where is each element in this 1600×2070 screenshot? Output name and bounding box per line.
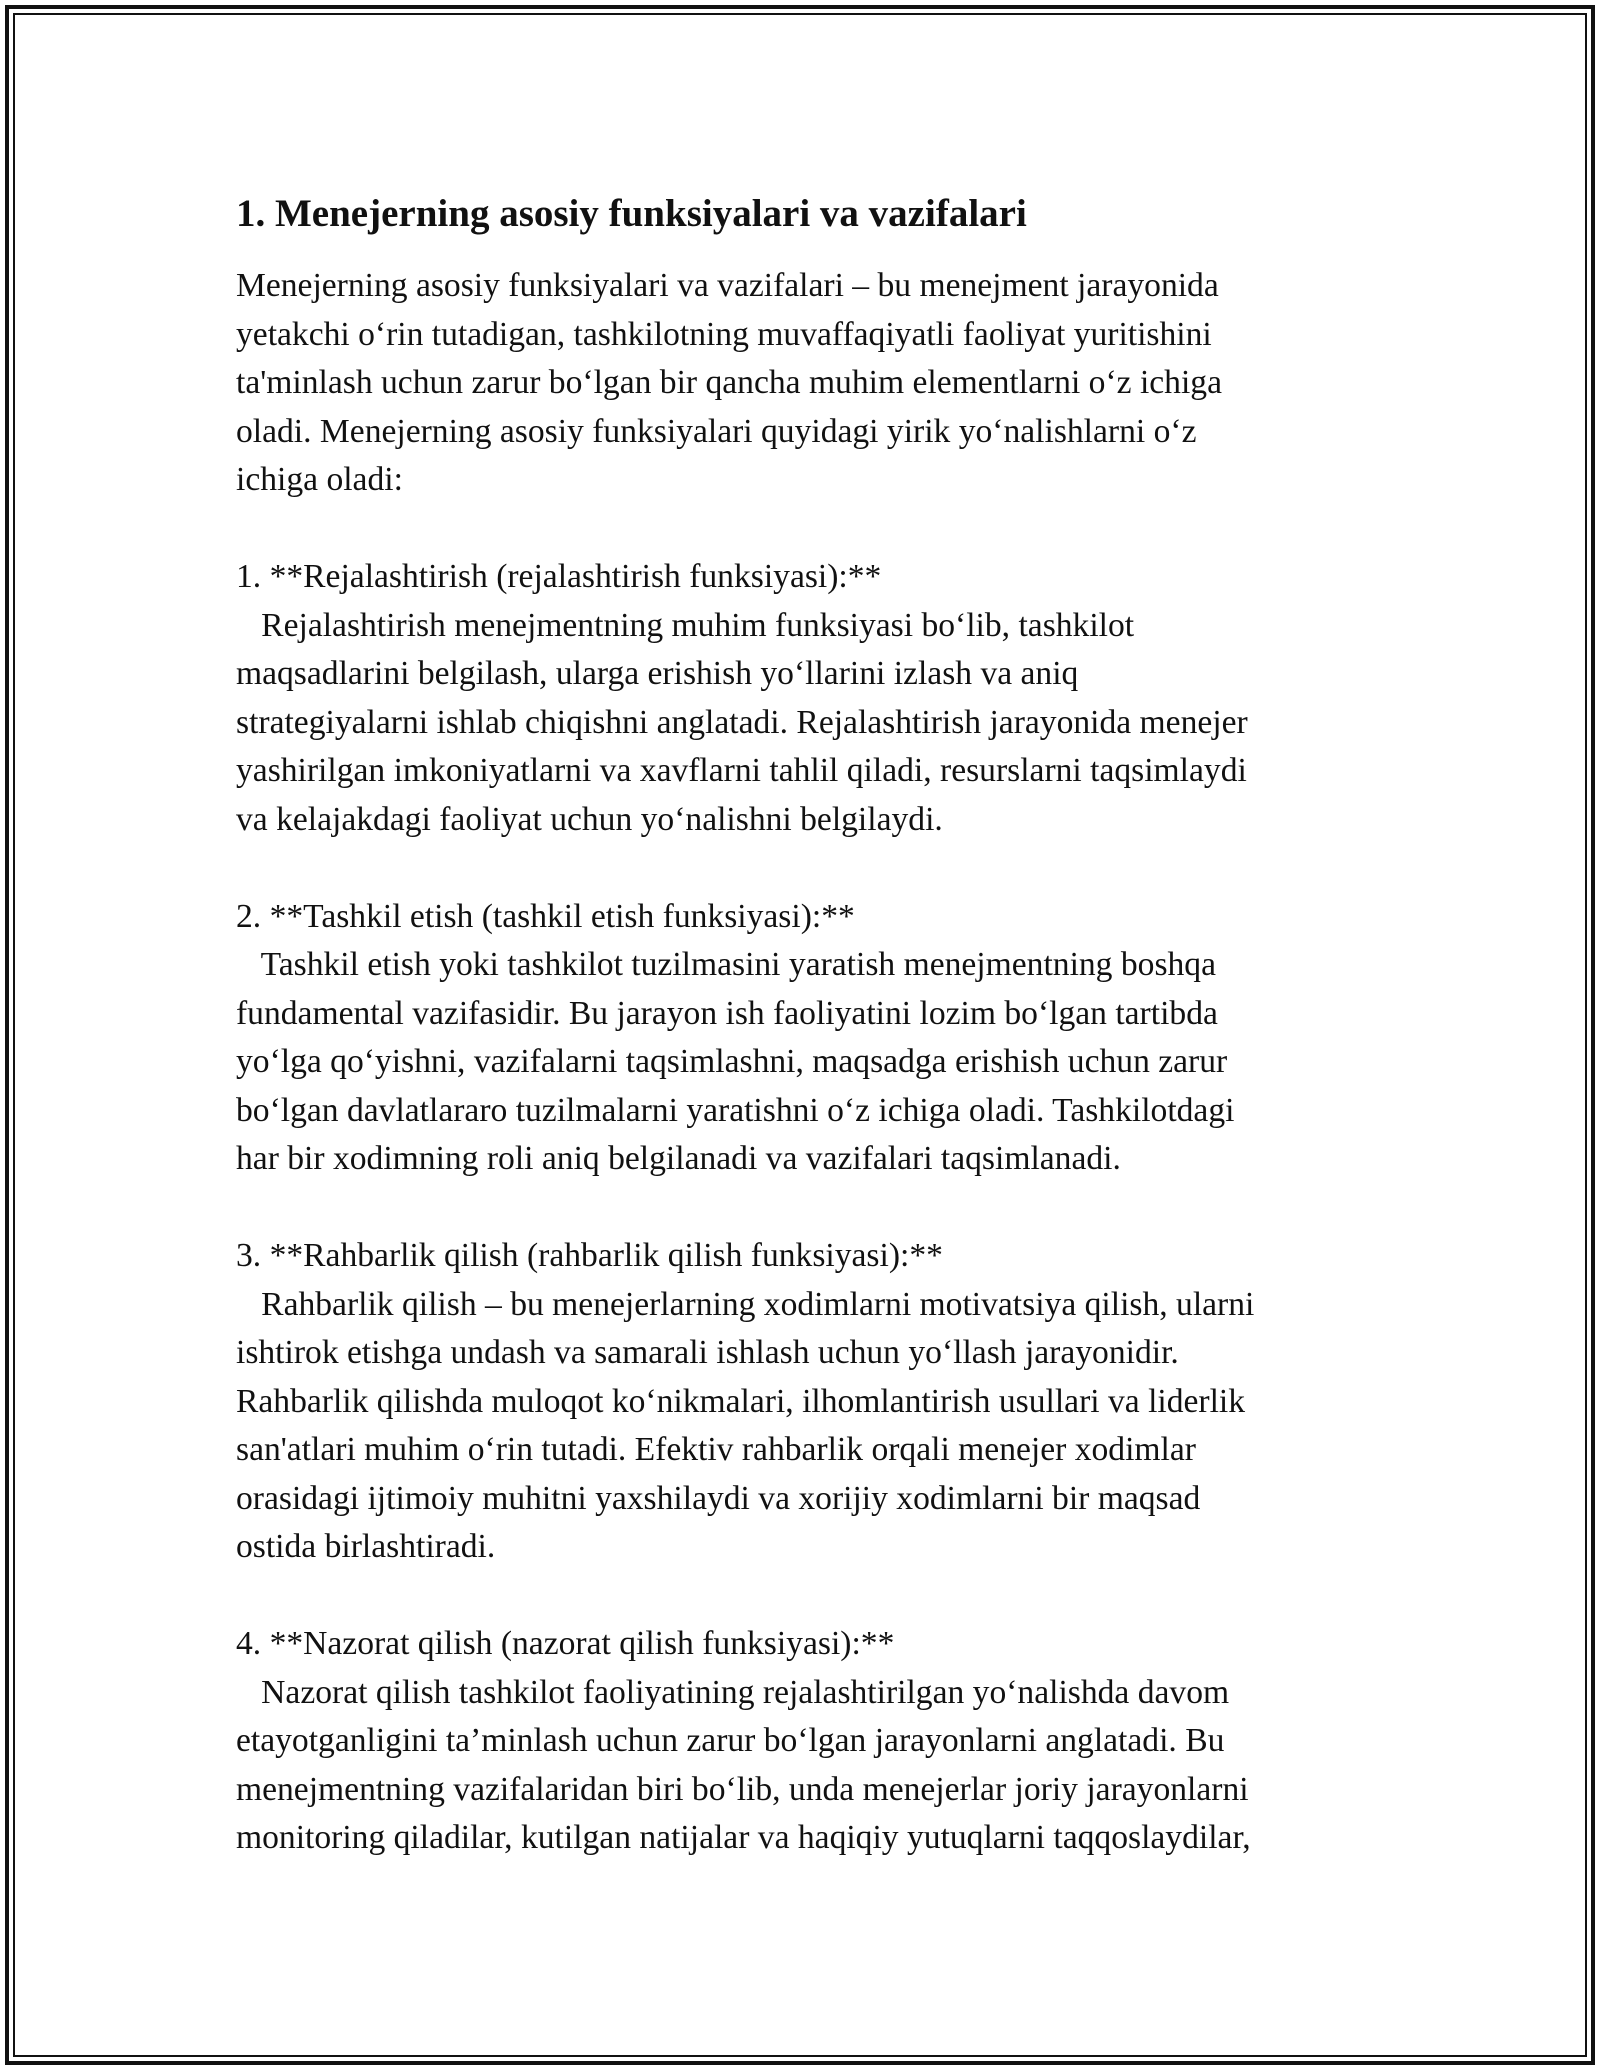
document-body	[236, 186, 1366, 1863]
intro-line: Menejerning asosiy funksiyalari va vazifalari – bu menejment jarayonida	[236, 267, 1219, 304]
section-organizing	[236, 893, 1366, 1184]
section-line: orasidagi ijtimoiy muhitni yaxshilaydi va xorijiy xodimlarni bir maqsad	[236, 1479, 1201, 1517]
section-controlling	[236, 1620, 1366, 1863]
intro-line: ta'minlash uchun zarur bo‘lgan bir qancha muhim elementlarni o‘z ichiga	[236, 364, 1222, 401]
section-heading: 1. **Rejalashtirish (rejalashtirish funksiyasi):**	[236, 558, 882, 595]
document-title: 1. Menejerning asosiy funksiyalari va vazifalari	[236, 192, 1027, 235]
section-line: va kelajakdagi faoliyat uchun yo‘nalishni belgilaydi.	[236, 800, 943, 838]
section-line: monitoring qiladilar, kutilgan natijalar va haqiqiy yutuqlarni taqqoslaydilar,	[236, 1819, 1251, 1856]
section-line: etayotganligini ta’minlash uchun zarur bo‘lgan jarayonlarni anglatadi. Bu	[236, 1722, 1225, 1759]
section-leading	[236, 1232, 1366, 1572]
section-line: menejmentning vazifalaridan biri bo‘lib, unda menejerlar joriy jarayonlarni	[236, 1770, 1249, 1808]
section-line: strategiyalarni ishlab chiqishni anglatadi. Rejalashtirish jarayonida menejer	[236, 703, 1248, 741]
section-heading: 2. **Tashkil etish (tashkil etish funksiyasi):**	[236, 897, 855, 935]
intro-paragraph	[236, 262, 1366, 505]
section-line: Rahbarlik qilish – bu menejerlarning xodimlarni motivatsiya qilish, ularni	[236, 1285, 1255, 1323]
section-line: Rahbarlik qilishda muloqot ko‘nikmalari, ilhomlantirish usullari va liderlik	[236, 1382, 1246, 1420]
section-line: yo‘lga qo‘yishni, vazifalarni taqsimlashni, maqsadga erishish uchun zarur	[236, 1043, 1228, 1080]
section-line: yashirilgan imkoniyatlarni va xavflarni tahlil qiladi, resurslarni taqsimlaydi	[236, 752, 1247, 789]
intro-line: oladi. Menejerning asosiy funksiyalari quyidagi yirik yo‘nalishlarni o‘z	[236, 412, 1197, 450]
section-planning	[236, 553, 1366, 844]
section-line: ostida birlashtiradi.	[236, 1528, 496, 1565]
section-line: har bir xodimning roli aniq belgilanadi va vazifalari taqsimlanadi.	[236, 1140, 1121, 1177]
section-line: Tashkil etish yoki tashkilot tuzilmasini yaratish menejmentning boshqa	[236, 946, 1216, 983]
intro-line: ichiga oladi:	[236, 461, 403, 498]
section-line: Nazorat qilish tashkilot faoliyatining rejalashtirilgan yo‘nalishda davom	[236, 1673, 1230, 1711]
section-line: san'atlari muhim o‘rin tutadi. Efektiv rahbarlik orqali menejer xodimlar	[236, 1431, 1196, 1468]
section-line: fundamental vazifasidir. Bu jarayon ish faoliyatini lozim bo‘lgan tartibda	[236, 994, 1218, 1032]
section-line: Rejalashtirish menejmentning muhim funksiyasi bo‘lib, tashkilot	[236, 606, 1135, 644]
section-heading: 3. **Rahbarlik qilish (rahbarlik qilish funksiyasi):**	[236, 1237, 943, 1274]
intro-line: yetakchi o‘rin tutadigan, tashkilotning muvaffaqiyatli faoliyat yuritishini	[236, 315, 1212, 353]
section-line: bo‘lgan davlatlararo tuzilmalarni yaratishni o‘z ichiga oladi. Tashkilotdagi	[236, 1091, 1235, 1129]
section-heading: 4. **Nazorat qilish (nazorat qilish funksiyasi):**	[236, 1625, 895, 1662]
section-line: ishtirok etishga undash va samarali ishlash uchun yo‘llash jarayonidir.	[236, 1334, 1179, 1371]
section-line: maqsadlarini belgilash, ularga erishish yo‘llarini izlash va aniq	[236, 655, 1079, 692]
